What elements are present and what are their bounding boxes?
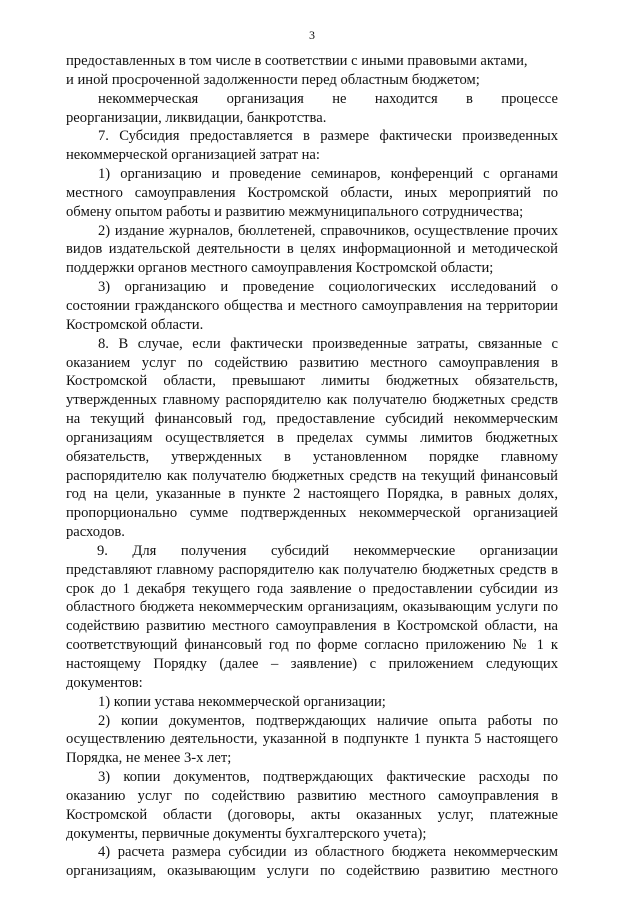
paragraph-7-item-1: 1) организацию и проведение семинаров, конференций с органами местного самоуправления Костромской области, иных мероприятий по обмену опытом работы и развитию межмуниципального сотрудничества; (66, 166, 558, 220)
paragraph-7-item-2: 2) издание журналов, бюллетеней, справочников, осуществление прочих видов издательской деятельности в целях информационной и методической поддержки органов местного самоуправления Костромской области; (66, 222, 558, 277)
word: получения (180, 542, 247, 559)
paragraph-not-in-reorganization (66, 90, 558, 128)
word: в (466, 90, 473, 107)
word: некоммерческие (353, 542, 456, 559)
word: не (332, 90, 347, 107)
paragraph-9-item-3: 3) копии документов, подтверждающих фактические расходы по оказанию услуг по содействию развитию местного самоуправления в Костромской области (договоры, акты оказанных услуг, платежные документы, первичные документы бухгалтерского учета); (66, 769, 558, 842)
spaced-line (66, 542, 558, 561)
paragraph-9-item-1: 1) копии устава некоммерческой организации; (98, 693, 386, 710)
word: процессе (501, 90, 558, 107)
page-number: 3 (309, 28, 315, 42)
word: субсидий (270, 542, 330, 559)
continuation-line-2: и иной просроченной задолженности перед областным бюджетом; (66, 71, 480, 88)
paragraph-continuation: представляют главному распорядителю как получателю бюджетных средств в срок до 1 декабря текущего года заявление о предоставлении субсидии из областного бюджета некоммерческим организациям, оказывающим услуги по содействию развитию местного самоуправления в Костромской области, на соответствующий финансовый год по форме согласно приложению № 1 к настоящему Порядку (далее – заявление) с приложением следующих документов: (66, 561, 558, 691)
paragraph-9-item-2: 2) копии документов, подтверждающих наличие опыта работы по осуществлению деятельности, указанной в подпункте 1 пункта 5 настоящего Порядка, не менее 3-х лет; (66, 712, 558, 767)
paragraph-8: 8. В случае, если фактически произведенные затраты, связанные с оказанием услуг по содействию развитию местного самоуправления в Костромской области, превышают лимиты бюджетных обязательств, утвержденных главному распорядителю как получателю бюджетных средств на текущий финансовый год, предоставление субсидий некоммерческим организациям осуществляется в пределах суммы лимитов бюджетных обязательств, утвержденных в установленном порядке главному распорядителю как получателю бюджетных средств на текущий финансовый год на цели, указанные в пункте 2 настоящего Порядка, в равных долях, пропорционально сумме подтвержденных некоммерческой организацией расходов. (66, 335, 558, 541)
document-page (66, 28, 558, 881)
word: организации (479, 542, 558, 559)
word: организация (226, 90, 304, 107)
continuation-line-1: предоставленных в том числе в соответствии с иными правовыми актами, (66, 53, 528, 69)
spaced-line (66, 90, 558, 109)
paragraph-7-item-3: 3) организацию и проведение социологических исследований о состоянии гражданского общества и местного самоуправления на территории Костромской области. (66, 279, 558, 333)
paragraph-continuation: реорганизации, ликвидации, банкротства. (66, 109, 327, 126)
word: Для (132, 542, 157, 559)
word: находится (374, 90, 438, 107)
word: некоммерческая (98, 90, 199, 107)
paragraph-9 (66, 542, 558, 693)
word: 9. (97, 542, 108, 559)
paragraph-7: 7. Субсидия предоставляется в размере фактически произведенных некоммерческой организацией затрат на: (66, 128, 558, 164)
paragraph-9-item-4: 4) расчета размера субсидии из областного бюджета некоммерческим организациям, оказывающим услуги по содействию развитию местного (66, 844, 558, 880)
